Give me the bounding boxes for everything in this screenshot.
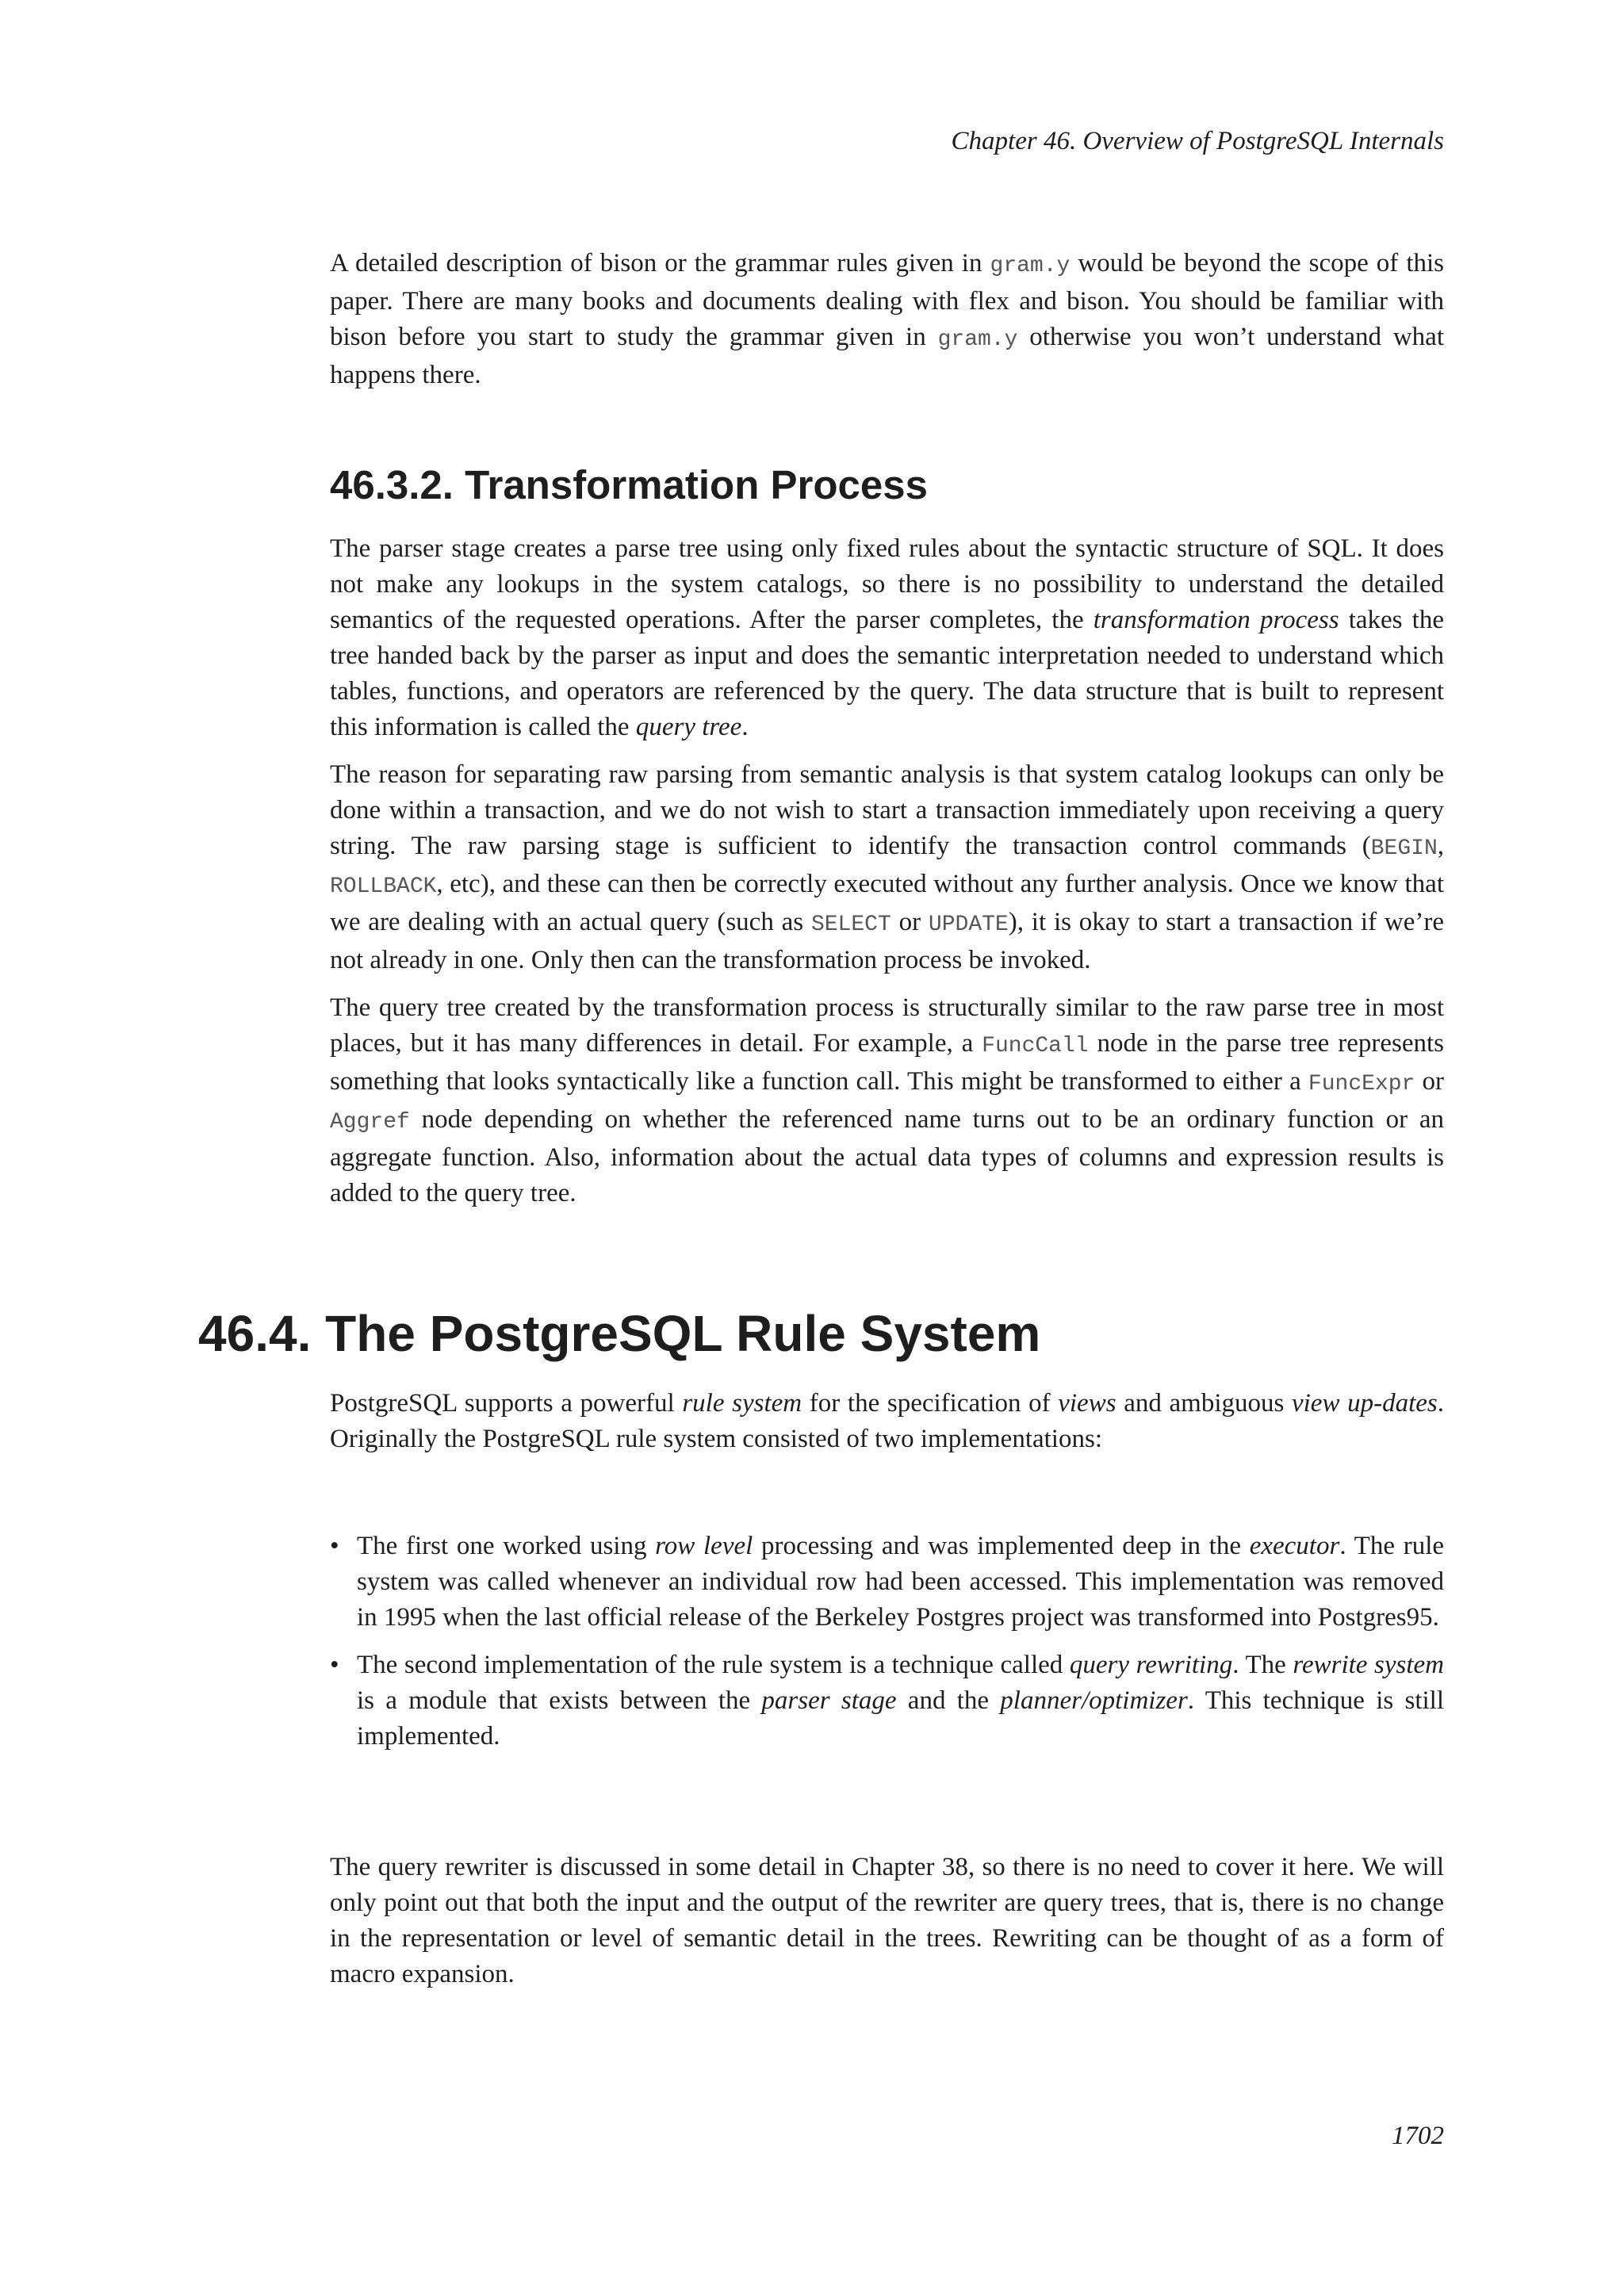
bullet-icon: • (330, 1651, 339, 1679)
paragraph: The query rewriter is discussed in some detail in Chapter 38, so there is no need to cover it here. We will only point out that both the input and the output of the rewriter are query trees, that is, there is no change in the representation or level of semantic detail in the trees. Rewriting can be thought of as a form of macro expansion. (330, 1853, 1444, 1988)
list-item: • The first one worked using row level processing and was implemented deep in the executor. The rule system was called whenever an individual row had been accessed. This implementation was removed in 1995 when the last official release of the Berkeley Postgres project was transformed into Postgres95. (330, 1529, 1444, 1636)
intro-section (330, 246, 1444, 393)
section-464-closing (330, 1850, 1444, 1992)
paragraph: A detailed description of bison or the grammar rules given in gram.y would be beyond the scope of this paper. There are many books and documents dealing with flex and bison. You should be familiar with bison before you start to study the grammar given in gram.y otherwise you won’t understand what happens there. (330, 249, 1444, 389)
code-span: FuncCall (982, 1034, 1089, 1058)
code-span: gram.y (937, 327, 1018, 352)
section-heading-464: 46.4. The PostgreSQL Rule System (198, 1305, 1041, 1362)
paragraph: The parser stage creates a parse tree using only fixed rules about the syntactic structure of SQL. It does not make any lookups in the system catalogs, so there is no possibility to understand the detailed semantics of the requested operations. After the parser completes, the transformation process takes the tree handed back by the parser as input and does the semantic interpretation needed to understand which tables, functions, and operators are referenced by the query. The data structure that is built to represent this information is called the query tree. (330, 534, 1444, 741)
implementations-list (330, 1529, 1444, 1755)
bullet-icon: • (330, 1532, 339, 1560)
code-span: Aggref (330, 1110, 410, 1135)
page-number: 1702 (1392, 2122, 1444, 2150)
code-span: BEGIN (1370, 836, 1438, 861)
code-span: SELECT (810, 913, 891, 937)
code-span: gram.y (990, 254, 1071, 278)
paragraph: The query tree created by the transformation process is structurally similar to the raw parse tree in most places, but it has many differences in detail. For example, a FuncCall node in the parse tree represents something that looks syntactically like a function call. This might be transformed to either a FuncExpr or Aggref node depending on whether the referenced name turns out to be an ordinary function or an aggregate function. Also, information about the actual data types of columns and expression results is added to the query tree. (330, 993, 1445, 1207)
paragraph: PostgreSQL supports a powerful rule system for the specification of views and ambiguous view up-dates. Originally the PostgreSQL rule system consisted of two implementations: (330, 1389, 1445, 1453)
code-span: FuncExpr (1308, 1072, 1415, 1096)
section-4632-body (330, 531, 1444, 1211)
section-heading-4632: 46.3.2. Transformation Process (330, 462, 928, 507)
running-header: Chapter 46. Overview of PostgreSQL Internals (951, 127, 1444, 155)
code-span: ROLLBACK (330, 874, 437, 899)
code-span: UPDATE (928, 913, 1009, 937)
paragraph: The reason for separating raw parsing from semantic analysis is that system catalog lookups can only be done within a transaction, and we do not wish to start a transaction immediately upon receiving a query string. The raw parsing stage is sufficient to identify the transaction control commands (BEGIN, ROLLBACK, etc), and these can then be correctly executed without any further analysis. Once we know that we are dealing with an actual query (such as SELECT or UPDATE), it is okay to start a transaction if we’re not already in one. Only then can the transformation process be invoked. (330, 760, 1444, 974)
list-item: • The second implementation of the rule system is a technique called query rewriting. The rewrite system is a module that exists between the parser stage and the planner/optimizer. This technique is still implemented. (330, 1647, 1444, 1755)
section-464-intro (330, 1386, 1444, 1457)
